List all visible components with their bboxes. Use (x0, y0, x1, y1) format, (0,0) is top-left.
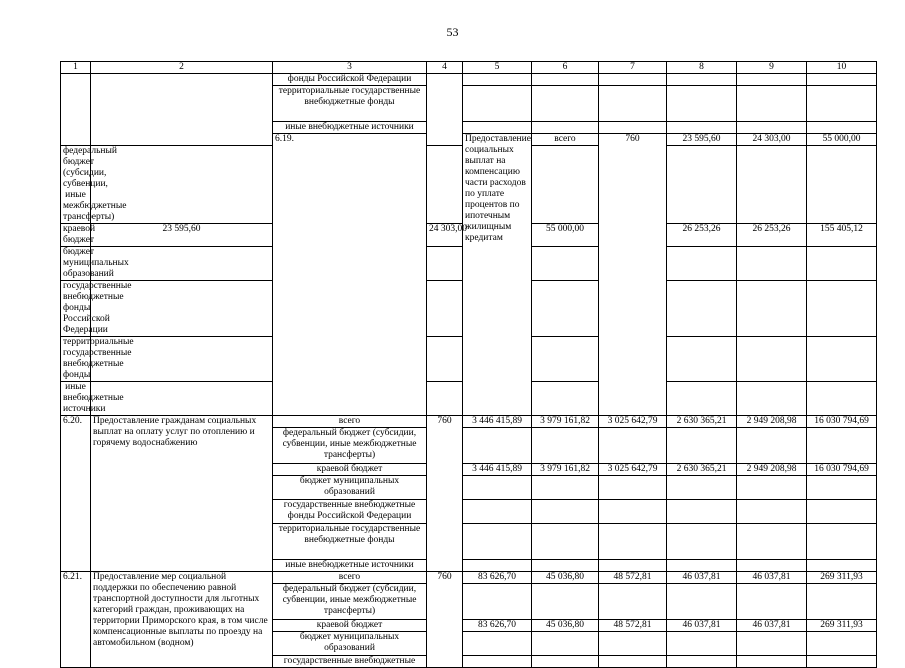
column-header: 10 (807, 62, 877, 74)
value-cell: 46 037,81 (667, 572, 737, 584)
item-name: Предоставление мер социальной поддержки по обеспечению равной транспортной доступности для льготных категорий граждан, проживающих на территории Приморского края, в том числе компенсационные выплаты по проезду на автомобильном (водном) (91, 572, 273, 668)
value-cell: 3 025 642,79 (599, 464, 667, 476)
source-label: бюджет муниципальных образований (273, 632, 427, 656)
value-cell: 45 036,80 (532, 620, 599, 632)
source-label: фонды Российской Федерации (273, 74, 427, 86)
column-header: 2 (91, 62, 273, 74)
source-label: краевой бюджет (273, 620, 427, 632)
value-cell: 48 572,81 (599, 620, 667, 632)
source-label: иные внебюджетные источники (61, 382, 91, 416)
item-code: 760 (599, 134, 667, 416)
value-cell: 26 253,26 (667, 224, 737, 247)
source-label: иные внебюджетные источники (273, 560, 427, 572)
value-cell: 24 303,00 (737, 134, 807, 146)
value-cell: 155 405,12 (807, 224, 877, 247)
value-cell: 83 626,70 (463, 620, 532, 632)
value-cell: 24 303,00 (427, 224, 463, 247)
column-header: 8 (667, 62, 737, 74)
source-label: бюджет муниципальных образований (61, 247, 91, 281)
column-header: 1 (61, 62, 91, 74)
value-cell: 55 000,00 (532, 224, 599, 247)
value-cell: 3 025 642,79 (599, 416, 667, 428)
value-cell: 2 949 208,98 (737, 416, 807, 428)
value-cell: 46 037,81 (667, 620, 737, 632)
source-label: государственные внебюджетные (273, 656, 427, 668)
column-header: 6 (532, 62, 599, 74)
value-cell: 23 595,60 (667, 134, 737, 146)
budget-table (60, 61, 877, 668)
column-header: 7 (599, 62, 667, 74)
column-header: 3 (273, 62, 427, 74)
source-label: всего (273, 416, 427, 428)
value-cell: 3 979 161,82 (532, 464, 599, 476)
page-number: 53 (446, 25, 459, 39)
value-cell: 26 253,26 (737, 224, 807, 247)
item-code: 760 (427, 416, 463, 572)
item-number: 6.19. (273, 134, 427, 416)
column-header: 4 (427, 62, 463, 74)
source-label: государственные внебюджетные фонды Российской Федерации (273, 500, 427, 524)
source-label: всего (273, 572, 427, 584)
source-label: всего (532, 134, 599, 146)
source-label: иные внебюджетные источники (273, 122, 427, 134)
table-row (61, 74, 877, 86)
source-label: краевой бюджет (273, 464, 427, 476)
column-header: 5 (463, 62, 532, 74)
value-cell: 45 036,80 (532, 572, 599, 584)
table-row (61, 416, 877, 428)
value-cell: 3 446 415,89 (463, 416, 532, 428)
value-cell: 55 000,00 (807, 134, 877, 146)
column-number-row (61, 62, 877, 74)
value-cell: 2 630 365,21 (667, 464, 737, 476)
value-cell: 3 446 415,89 (463, 464, 532, 476)
value-cell: 269 311,93 (807, 620, 877, 632)
item-name: Предоставление социальных выплат на компенсацию части расходов по уплате процентов по ипотечным жилищным кредитам (463, 134, 532, 416)
table-row (61, 572, 877, 584)
source-label: территориальные государственные внебюджетные фонды (273, 524, 427, 560)
item-code: 760 (427, 572, 463, 668)
value-cell: 269 311,93 (807, 572, 877, 584)
value-cell: 46 037,81 (737, 620, 807, 632)
source-label: федеральный бюджет (субсидии, субвенции, иные межбюджетные трансферты) (273, 584, 427, 620)
item-name: Предоставление гражданам социальных выплат на оплату услуг по отоплению и горячему водоснабжению (91, 416, 273, 572)
value-cell: 46 037,81 (737, 572, 807, 584)
column-header: 9 (737, 62, 807, 74)
source-label: территориальные государственные внебюджетные фонды (61, 337, 91, 382)
value-cell: 2 949 208,98 (737, 464, 807, 476)
item-number: 6.20. (61, 416, 91, 572)
source-label: территориальные государственные внебюджетные фонды (273, 86, 427, 122)
value-cell: 83 626,70 (463, 572, 532, 584)
source-label: федеральный бюджет (субсидии, субвенции, иные межбюджетные трансферты) (273, 428, 427, 464)
value-cell: 48 572,81 (599, 572, 667, 584)
value-cell: 23 595,60 (91, 224, 273, 247)
source-label: бюджет муниципальных образований (273, 476, 427, 500)
value-cell: 2 630 365,21 (667, 416, 737, 428)
value-cell: 16 030 794,69 (807, 416, 877, 428)
value-cell: 16 030 794,69 (807, 464, 877, 476)
item-number: 6.21. (61, 572, 91, 668)
source-label: государственные внебюджетные фонды Российской Федерации (61, 281, 91, 337)
value-cell: 3 979 161,82 (532, 416, 599, 428)
source-label: краевой бюджет (61, 224, 91, 247)
source-label: федеральный бюджет (субсидии, субвенции, иные межбюджетные трансферты) (61, 146, 91, 224)
